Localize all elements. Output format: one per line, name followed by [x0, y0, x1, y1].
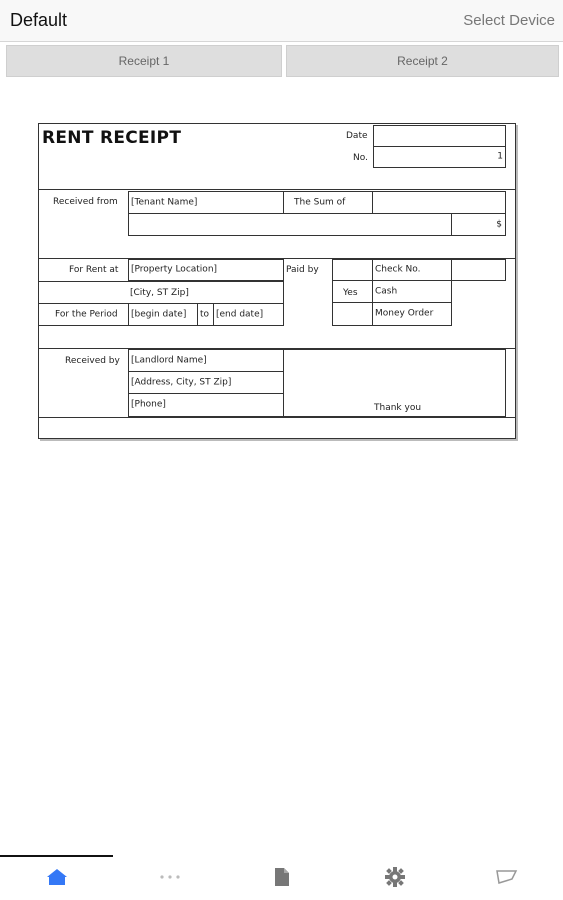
paid-by-label: Paid by	[286, 265, 319, 275]
receipt-title: RENT RECEIPT	[42, 128, 182, 148]
for-rent-label: For Rent at	[69, 265, 119, 275]
page-title: Default	[10, 10, 68, 30]
amount-field[interactable]: $	[451, 213, 506, 236]
money-order-option[interactable]: Money Order	[372, 302, 452, 326]
begin-date-field[interactable]: [begin date]	[128, 303, 198, 326]
number-label: No.	[353, 153, 368, 163]
divider	[39, 417, 515, 418]
end-date-field[interactable]: [end date]	[213, 303, 284, 326]
landlord-phone-field[interactable]: [Phone]	[128, 393, 284, 417]
nav-flag[interactable]	[450, 862, 563, 892]
bottom-navigation	[0, 850, 563, 900]
sum-label-cell: The Sum of	[283, 191, 373, 214]
sum-field[interactable]	[372, 191, 506, 214]
signature-area[interactable]: Thank you	[283, 349, 506, 417]
active-tab-indicator	[0, 855, 113, 857]
received-from-label: Received from	[53, 197, 118, 207]
tenant-name-field[interactable]: [Tenant Name]	[128, 191, 284, 214]
received-by-label: Received by	[65, 356, 120, 366]
landlord-address-field[interactable]: [Address, City, ST Zip]	[128, 371, 284, 394]
period-label-cell: For the Period	[39, 303, 129, 326]
property-location-field[interactable]: [Property Location]	[128, 259, 284, 281]
tab-receipt-1[interactable]: Receipt 1	[6, 45, 282, 77]
nav-home[interactable]	[0, 862, 113, 892]
divider	[39, 189, 515, 190]
divider	[283, 259, 284, 326]
top-bar	[0, 0, 563, 42]
flag-icon	[495, 868, 519, 886]
more-icon	[158, 874, 182, 880]
tab-bar	[6, 45, 559, 77]
to-label: to	[197, 303, 214, 326]
check-number-label: Check No.	[372, 259, 452, 281]
cash-option[interactable]: Cash	[372, 280, 452, 303]
divider	[39, 281, 283, 282]
gear-icon	[384, 866, 406, 888]
date-field[interactable]	[373, 125, 506, 147]
nav-settings[interactable]	[338, 862, 451, 892]
home-icon	[46, 868, 68, 886]
select-device-button[interactable]: Select Device	[463, 12, 555, 29]
money-order-checkbox[interactable]	[332, 302, 373, 326]
amount-words-field[interactable]	[128, 213, 452, 236]
number-field[interactable]: 1	[373, 146, 506, 168]
nav-documents[interactable]	[225, 862, 338, 892]
divider	[332, 259, 333, 326]
tab-receipt-2[interactable]: Receipt 2	[286, 45, 559, 77]
nav-more[interactable]	[113, 862, 226, 892]
yes-label: Yes	[343, 288, 358, 298]
check-number-field[interactable]	[451, 259, 506, 281]
landlord-name-field[interactable]: [Landlord Name]	[128, 349, 284, 372]
check-checkbox[interactable]	[332, 259, 373, 281]
date-label: Date	[346, 131, 368, 141]
rent-receipt-form	[38, 123, 516, 439]
city-state-zip-field[interactable]: [City, ST Zip]	[130, 288, 189, 298]
document-icon	[273, 867, 291, 887]
